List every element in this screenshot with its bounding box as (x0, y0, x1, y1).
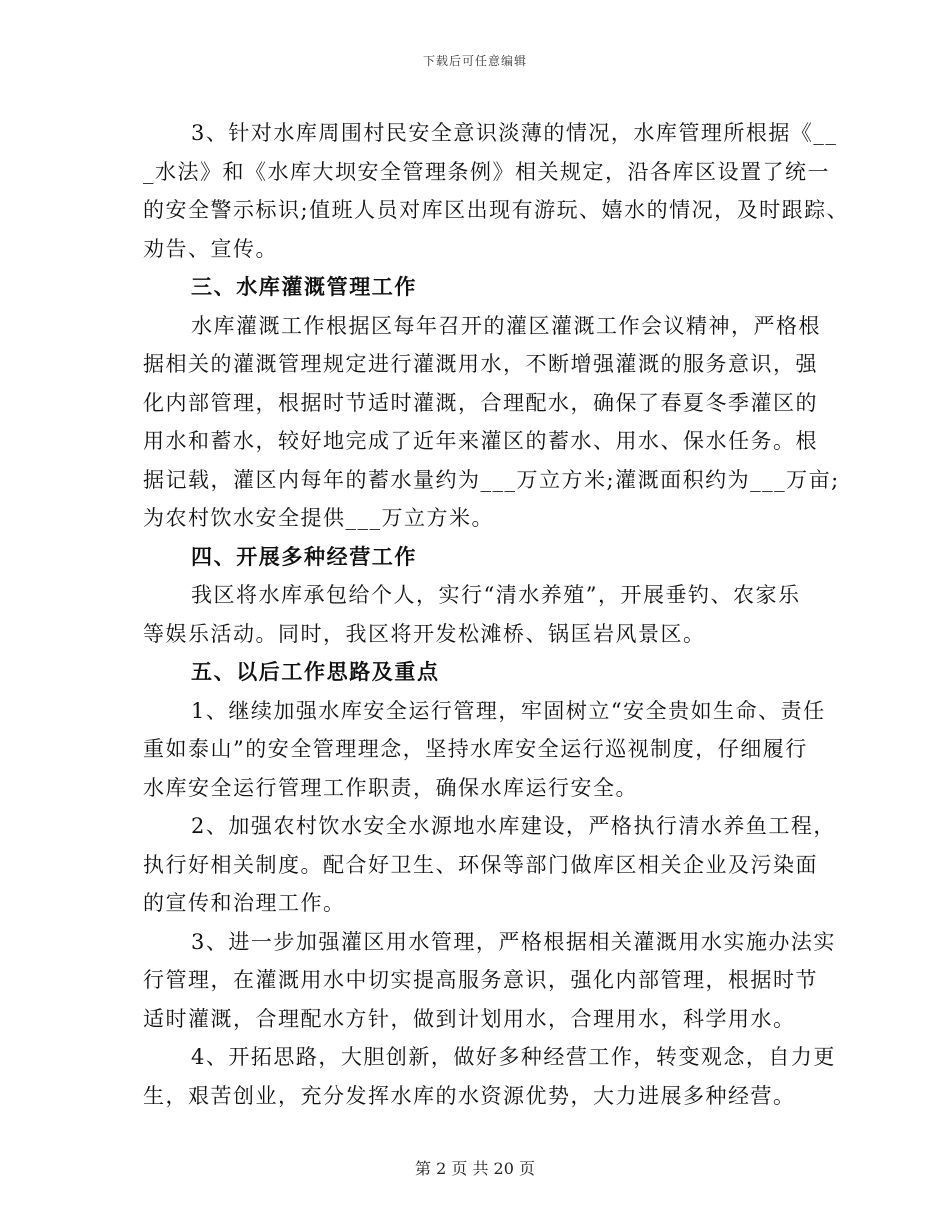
paragraph-plan-4 (143, 1038, 836, 1115)
paragraph-diversified-operations (143, 576, 815, 653)
text-line: 1、继续加强水库安全运行管理，牢固树立“安全贵如生命、责任 (191, 698, 826, 723)
text-line: 水库安全运行管理工作职责，确保水库运行安全。 (143, 775, 638, 800)
paragraph-plan-1 (143, 692, 826, 808)
paragraph-plan-2 (143, 807, 836, 923)
text-line: 等娱乐活动。同时，我区将开发松滩桥、锅匡岩风景区。 (143, 621, 706, 646)
section-heading-diversified-operations: 四、开展多种经营工作 (191, 543, 417, 569)
text-line: 适时灌溉，合理配水方针，做到计划用水，合理用水，科学用水。 (143, 1006, 796, 1031)
paragraph-plan-3 (143, 923, 836, 1039)
text-line: 生，艰苦创业，充分发挥水库的水资源优势，大力进展多种经营。 (143, 1083, 796, 1108)
page-header: 下载后可任意编辑 (422, 54, 527, 68)
text-line: 我区将水库承包给个人，实行“清水养殖”，开展垂钓、农家乐 (191, 583, 801, 607)
text-line: 化内部管理，根据时节适时灌溉，合理配水，确保了春夏冬季灌区的 (143, 390, 818, 415)
text-line: 水库灌溉工作根据区每年召开的灌区灌溉工作会议精神，严格根 (191, 313, 821, 338)
text-line: _水法》和《水库大坝安全管理条例》相关规定，沿各库区设置了统一 (143, 159, 830, 184)
text-line: 3、进一步加强灌区用水管理，严格根据相关灌溉用水实施办法实 (191, 929, 836, 954)
text-line: 的宣传和治理工作。 (143, 891, 346, 915)
text-line: 2、加强农村饮水安全水源地水库建设，严格执行清水养鱼工程， (191, 814, 836, 838)
text-line: 为农村饮水安全提供___万立方米。 (143, 506, 494, 530)
document-body (143, 114, 850, 1115)
text-line: 执行好相关制度。配合好卫生、环保等部门做库区相关企业及污染面 (143, 852, 818, 877)
section-heading-future-plans: 五、以后工作思路及重点 (191, 659, 440, 684)
paragraph-irrigation (143, 307, 840, 538)
text-line: 3、针对水库周围村民安全意识淡薄的情况，水库管理所根据《__ (191, 121, 838, 145)
text-line: 的安全警示标识;值班人员对库区出现有游玩、嬉水的情况，及时跟踪、 (143, 198, 850, 222)
text-line: 据相关的灌溉管理规定进行灌溉用水，不断增强灌溉的服务意识，强 (143, 352, 818, 376)
text-line: 劝告、宣传。 (143, 236, 278, 261)
page-number: 第 2 页 共 20 页 (415, 1159, 535, 1178)
section-heading-irrigation: 三、水库灌溉管理工作 (191, 274, 417, 299)
text-line: 4、开拓思路，大胆创新，做好多种经营工作，转变观念，自力更 (191, 1045, 836, 1069)
text-line: 重如泰山”的安全管理理念，坚持水库安全运行巡视制度，仔细履行 (143, 737, 808, 761)
paragraph-safety-signage (143, 114, 850, 268)
text-line: 据记载，灌区内每年的蓄水量约为___万立方米;灌溉面积约为___万亩; (143, 467, 840, 492)
text-line: 行管理，在灌溉用水中切实提高服务意识，强化内部管理，根据时节 (143, 968, 818, 992)
text-line: 用水和蓄水，较好地完成了近年来灌区的蓄水、用水、保水任务。根 (143, 429, 818, 453)
